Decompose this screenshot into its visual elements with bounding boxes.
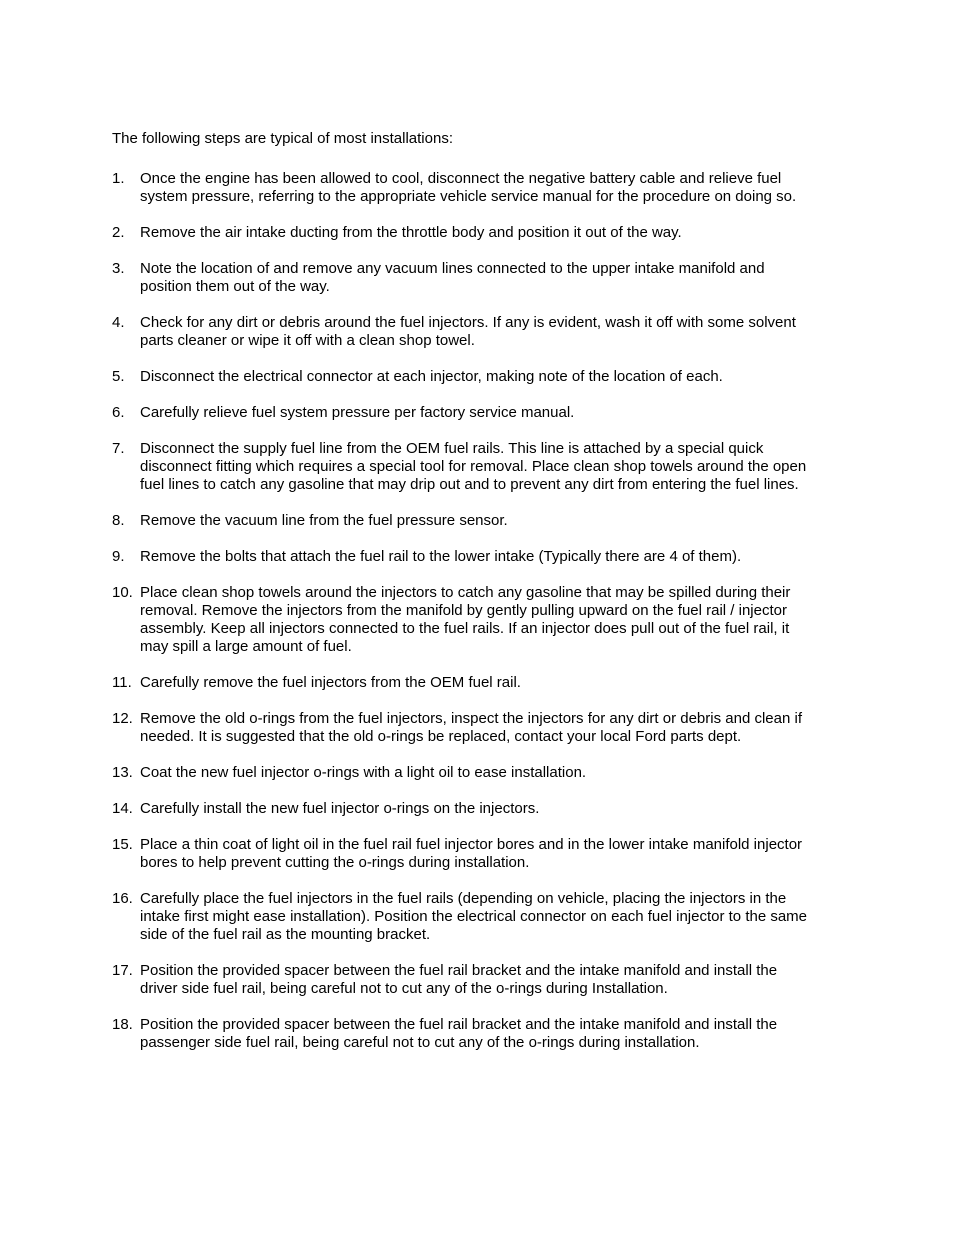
step-item — [112, 260, 842, 296]
step-text-line: fuel lines to catch any gasoline that may drip out and to prevent any dirt from entering the fuel lines. — [140, 476, 799, 493]
step-text-line: Disconnect the electrical connector at each injector, making note of the location of each. — [140, 368, 723, 385]
installation-steps-list — [112, 170, 842, 1052]
step-item — [112, 314, 842, 350]
step-number: 8. — [112, 512, 125, 529]
step-number: 6. — [112, 404, 125, 421]
step-item — [112, 440, 842, 494]
step-number: 7. — [112, 440, 125, 457]
step-text-line: bores to help prevent cutting the o-rings during installation. — [140, 854, 530, 871]
step-text-line: assembly. Keep all injectors connected to the fuel rails. If an injector does pull out of the fuel rail, it — [140, 620, 790, 637]
step-text-line: system pressure, referring to the appropriate vehicle service manual for the procedure on doing so. — [140, 188, 797, 205]
step-number: 4. — [112, 314, 125, 331]
step-text-line: needed. It is suggested that the old o-rings be replaced, contact your local Ford parts dept. — [140, 728, 742, 745]
step-number: 5. — [112, 368, 125, 385]
step-item — [112, 512, 842, 530]
step-text-line: driver side fuel rail, being careful not to cut any of the o-rings during Installation. — [140, 980, 668, 997]
step-text-line: Disconnect the supply fuel line from the OEM fuel rails. This line is attached by a special quick — [140, 440, 764, 457]
step-number: 14. — [112, 800, 133, 817]
step-number: 17. — [112, 962, 133, 979]
step-number: 13. — [112, 764, 133, 781]
step-text-line: may spill a large amount of fuel. — [140, 638, 352, 655]
step-item — [112, 836, 842, 872]
step-item — [112, 962, 842, 998]
step-text-line: Remove the bolts that attach the fuel rail to the lower intake (Typically there are 4 of them). — [140, 548, 742, 565]
step-number: 12. — [112, 710, 133, 727]
step-text-line: Note the location of and remove any vacuum lines connected to the upper intake manifold and — [140, 260, 765, 277]
step-text-line: position them out of the way. — [140, 278, 330, 295]
step-text-line: Place clean shop towels around the injectors to catch any gasoline that may be spilled during their — [140, 584, 791, 601]
step-text-line: disconnect fitting which requires a special tool for removal. Place clean shop towels around the open — [140, 458, 807, 475]
step-item — [112, 800, 842, 818]
step-item — [112, 1016, 842, 1052]
step-number: 1. — [112, 170, 125, 187]
document-page — [112, 130, 842, 1070]
step-number: 9. — [112, 548, 125, 565]
step-text-line: Carefully install the new fuel injector o-rings on the injectors. — [140, 800, 540, 817]
step-number: 10. — [112, 584, 133, 601]
step-item — [112, 890, 842, 944]
step-text-line: Remove the vacuum line from the fuel pressure sensor. — [140, 512, 508, 529]
intro-text: The following steps are typical of most installations: — [112, 130, 453, 147]
step-item — [112, 368, 842, 386]
step-text-line: Position the provided spacer between the fuel rail bracket and the intake manifold and install the — [140, 962, 778, 979]
step-text-line: intake first might ease installation). Position the electrical connector on each fuel injector to the same — [140, 908, 808, 925]
step-text-line: Remove the old o-rings from the fuel injectors, inspect the injectors for any dirt or debris and clean if — [140, 710, 802, 727]
step-text-line: Carefully relieve fuel system pressure per factory service manual. — [140, 404, 575, 421]
step-item — [112, 584, 842, 656]
step-text-line: Position the provided spacer between the fuel rail bracket and the intake manifold and install the — [140, 1016, 778, 1033]
step-text-line: side of the fuel rail as the mounting bracket. — [140, 926, 431, 943]
step-number: 11. — [112, 674, 132, 691]
step-item — [112, 764, 842, 782]
step-number: 3. — [112, 260, 125, 277]
step-item — [112, 710, 842, 746]
step-text-line: Carefully place the fuel injectors in the fuel rails (depending on vehicle, placing the injectors in the — [140, 890, 787, 907]
step-text-line: Once the engine has been allowed to cool, disconnect the negative battery cable and relieve fuel — [140, 170, 782, 187]
step-number: 16. — [112, 890, 133, 907]
step-text-line: passenger side fuel rail, being careful not to cut any of the o-rings during installation. — [140, 1034, 700, 1051]
step-text-line: Check for any dirt or debris around the fuel injectors. If any is evident, wash it off with some solvent — [140, 314, 796, 331]
step-text-line: Carefully remove the fuel injectors from the OEM fuel rail. — [140, 674, 521, 691]
step-text-line: Remove the air intake ducting from the throttle body and position it out of the way. — [140, 224, 682, 241]
step-text-line: parts cleaner or wipe it off with a clean shop towel. — [140, 332, 475, 349]
step-item — [112, 674, 842, 692]
step-item — [112, 404, 842, 422]
step-number: 15. — [112, 836, 133, 853]
step-item — [112, 548, 842, 566]
step-text-line: removal. Remove the injectors from the manifold by gently pulling upward on the fuel rail / injector — [140, 602, 787, 619]
step-number: 18. — [112, 1016, 133, 1033]
step-item — [112, 224, 842, 242]
step-item — [112, 170, 842, 206]
step-number: 2. — [112, 224, 125, 241]
step-text-line: Coat the new fuel injector o-rings with a light oil to ease installation. — [140, 764, 587, 781]
step-text-line: Place a thin coat of light oil in the fuel rail fuel injector bores and in the lower intake manifold injector — [140, 836, 803, 853]
